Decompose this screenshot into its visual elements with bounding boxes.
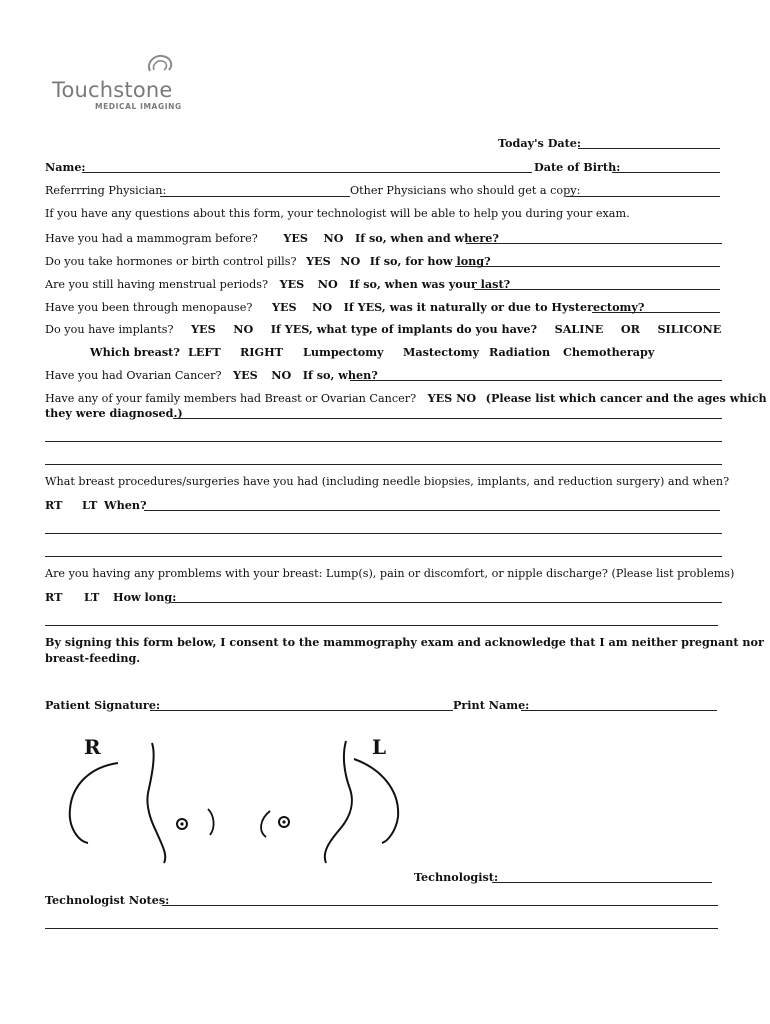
q-menopause <box>45 300 644 315</box>
print-name-field[interactable] <box>521 710 717 711</box>
q-menstrual-followup: If so, when was your last? <box>349 277 511 291</box>
q-implants-saline[interactable]: SALINE <box>554 322 604 336</box>
breast-outline-drawing <box>60 735 420 865</box>
breast-option-mastectomy[interactable]: Mastectomy <box>403 345 479 359</box>
logo-subtitle: MEDICAL IMAGING <box>95 102 182 111</box>
q-problems-lt[interactable]: LT <box>84 590 100 604</box>
q-family-field-2[interactable] <box>45 441 722 442</box>
q-problems-rt[interactable]: RT <box>45 590 63 604</box>
q-implants-silicone[interactable]: SILICONE <box>657 322 722 336</box>
q-hormones-followup: If so, for how long? <box>369 254 491 268</box>
q-procedures-field-3[interactable] <box>45 556 722 557</box>
technologist-notes-field-1[interactable] <box>162 905 718 906</box>
q-procedures-field-2[interactable] <box>45 533 722 534</box>
q-family-question: Have any of your family members had Breast or Ovarian Cancer? <box>45 392 417 405</box>
q-procedures-rt[interactable]: RT <box>45 498 63 512</box>
technologist-field[interactable] <box>492 882 712 883</box>
q-family-yes-no[interactable]: YES NO <box>427 391 477 405</box>
q-problems-field-2[interactable] <box>45 625 718 626</box>
patient-signature-field[interactable] <box>150 710 453 711</box>
q-hormones <box>45 254 491 269</box>
q-family-field-3[interactable] <box>45 464 722 465</box>
todays-date-field[interactable] <box>578 148 720 149</box>
q-ovarian <box>45 368 378 383</box>
dob-label: Date of Birth: <box>534 160 621 174</box>
q-implants-yes[interactable]: YES <box>191 322 216 336</box>
name-field[interactable] <box>82 172 532 173</box>
q-family-followup-1: (Please list which cancer and the ages which <box>485 391 767 405</box>
q-implants <box>45 322 721 337</box>
referring-physician-label: Referrring Physician: <box>45 184 167 197</box>
q-ovarian-yes[interactable]: YES <box>233 368 258 382</box>
q-hormones-yes[interactable]: YES <box>306 254 331 268</box>
q-problems-how-long: How long: <box>113 590 177 604</box>
q-menstrual-yes[interactable]: YES <box>279 277 305 291</box>
consent-line-1: By signing this form below, I consent to the mammography exam and acknowledge that I am neither pregnant nor <box>45 635 764 649</box>
q-menstrual <box>45 277 510 292</box>
q-mammogram-field[interactable] <box>466 243 722 244</box>
q-procedures-when: When? <box>104 498 147 512</box>
technologist-notes-label: Technologist Notes: <box>45 893 170 907</box>
dob-field[interactable] <box>612 172 720 173</box>
q-procedures-field-1[interactable] <box>144 510 720 511</box>
q-menstrual-question: Are you still having menstrual periods? <box>45 278 269 291</box>
breast-option-right[interactable]: RIGHT <box>240 345 283 359</box>
q-implants-or: OR <box>620 322 640 336</box>
breast-option-radiation[interactable]: Radiation <box>489 345 551 359</box>
q-hormones-field[interactable] <box>455 266 720 267</box>
q-mammogram-yes[interactable]: YES <box>283 231 308 245</box>
q-menopause-no[interactable]: NO <box>312 300 333 314</box>
q-mammogram-question: Have you had a mammogram before? <box>45 232 258 245</box>
q-implants-no[interactable]: NO <box>233 322 254 336</box>
q-procedures-question: What breast procedures/surgeries have you had (including needle biopsies, implants, and reduction surgery) and when? <box>45 475 730 488</box>
q-family <box>45 391 767 406</box>
q-ovarian-field[interactable] <box>350 380 722 381</box>
q-mammogram <box>45 231 499 246</box>
q-menopause-followup: If YES, was it naturally or due to Hysterectomy? <box>343 300 645 314</box>
q-hormones-no[interactable]: NO <box>340 254 361 268</box>
other-physicians-label: Other Physicians who should get a copy: <box>350 184 581 197</box>
breast-option-left[interactable]: LEFT <box>188 345 221 359</box>
patient-signature-label: Patient Signature: <box>45 698 161 712</box>
breast-diagram[interactable] <box>60 735 420 865</box>
q-implants-question: Do you have implants? <box>45 323 174 336</box>
logo-name: Touchstone <box>52 78 173 102</box>
q-ovarian-followup: If so, when? <box>302 368 378 382</box>
breast-option-lumpectomy[interactable]: Lumpectomy <box>303 345 384 359</box>
q-ovarian-no[interactable]: NO <box>271 368 292 382</box>
which-breast-label: Which breast? <box>90 345 180 359</box>
technologist-label: Technologist: <box>414 870 499 884</box>
other-physicians-field[interactable] <box>566 196 720 197</box>
q-menopause-question: Have you been through menopause? <box>45 301 253 314</box>
referring-physician-field[interactable] <box>160 196 350 197</box>
logo-swirl-icon <box>144 53 176 79</box>
q-mammogram-no[interactable]: NO <box>323 231 344 245</box>
q-hormones-question: Do you take hormones or birth control pills? <box>45 255 297 268</box>
todays-date-label: Today's Date: <box>498 136 582 150</box>
q-problems-field-1[interactable] <box>171 602 722 603</box>
q-mammogram-followup: If so, when and where? <box>355 231 499 245</box>
name-label: Name: <box>45 160 86 174</box>
print-name-label: Print Name: <box>453 698 530 712</box>
diagram-left-label: L <box>372 735 387 759</box>
q-problems-question: Are you having any promblems with your breast: Lump(s), pain or discomfort, or nipple discharge? (Please list problems) <box>45 567 735 580</box>
breast-option-chemotherapy[interactable]: Chemotherapy <box>563 345 655 359</box>
q-family-field-1[interactable] <box>173 418 722 419</box>
consent-line-2: breast-feeding. <box>45 651 141 665</box>
q-family-followup-2: they were diagnosed.) <box>45 406 183 420</box>
q-procedures-lt[interactable]: LT <box>82 498 98 512</box>
diagram-right-label: R <box>84 735 101 759</box>
q-menopause-yes[interactable]: YES <box>271 300 297 314</box>
q-menstrual-no[interactable]: NO <box>317 277 338 291</box>
technologist-notes-field-2[interactable] <box>45 928 718 929</box>
q-ovarian-question: Have you had Ovarian Cancer? <box>45 369 222 382</box>
q-implants-followup: If YES, what type of implants do you have? <box>270 322 538 336</box>
intro-text: If you have any questions about this form, your technologist will be able to help you during your exam. <box>45 207 630 220</box>
q-menopause-field[interactable] <box>592 312 720 313</box>
q-menstrual-field[interactable] <box>474 289 720 290</box>
